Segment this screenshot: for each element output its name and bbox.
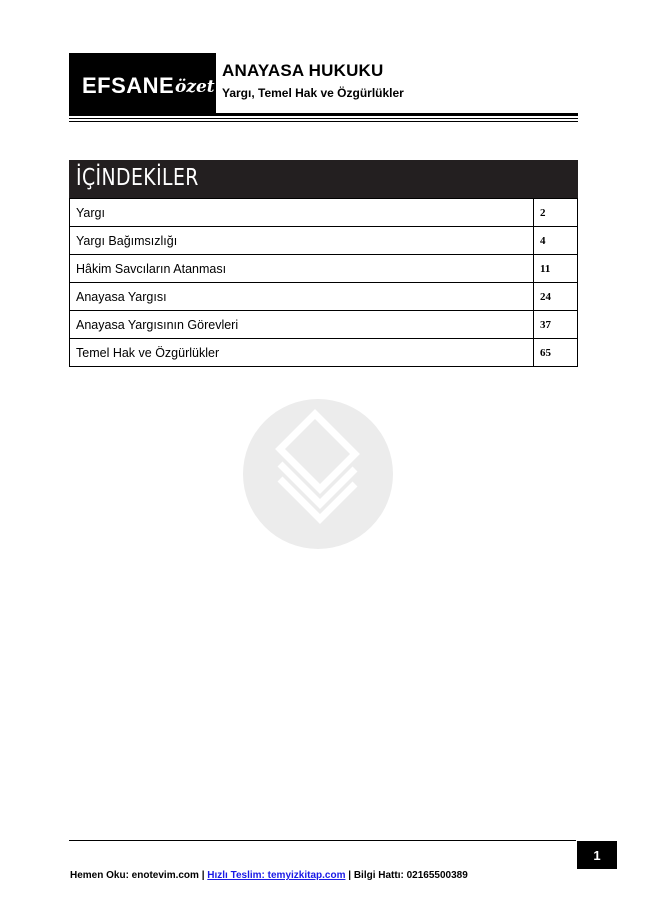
- toc-row[interactable]: [70, 227, 578, 255]
- toc-entry-page: 2: [534, 199, 578, 227]
- footer-link[interactable]: Hızlı Teslim: temyizkitap.com: [207, 870, 346, 881]
- toc-entry-title[interactable]: Anayasa Yargısı: [70, 283, 534, 311]
- book-title: ANAYASA HUKUKU: [222, 61, 384, 80]
- footer-rule: [69, 840, 576, 841]
- logo-wordmark: EFSANE: [82, 73, 175, 98]
- toc-row[interactable]: [70, 255, 578, 283]
- toc-entry-page: 65: [534, 339, 578, 367]
- toc-entry-page: 37: [534, 311, 578, 339]
- header-rule-thin: [69, 118, 578, 119]
- toc-entry-title[interactable]: Yargı: [70, 199, 534, 227]
- layers-icon: [243, 399, 393, 549]
- toc-table: [69, 198, 578, 367]
- footer-separator: |: [198, 870, 208, 881]
- toc-entry-page: 11: [534, 255, 578, 283]
- header-rule-thin: [69, 121, 578, 122]
- footer-text: [70, 870, 468, 881]
- toc-heading-text: İÇİNDEKİLER: [76, 165, 199, 191]
- toc-row[interactable]: [70, 311, 578, 339]
- footer-separator: |: [345, 870, 354, 881]
- toc-entry-title[interactable]: Anayasa Yargısının Görevleri: [70, 311, 534, 339]
- toc-entry-page: 24: [534, 283, 578, 311]
- brand-logo: [69, 53, 216, 113]
- footer-site: Hemen Oku: enotevim.com: [70, 870, 199, 881]
- toc-row[interactable]: [70, 199, 578, 227]
- book-subtitle: Yargı, Temel Hak ve Özgürlükler: [222, 86, 404, 100]
- page-number: 1: [577, 841, 617, 869]
- toc-row[interactable]: [70, 339, 578, 367]
- toc-heading: [69, 160, 578, 198]
- toc-entry-page: 4: [534, 227, 578, 255]
- toc-entry-title[interactable]: Temel Hak ve Özgürlükler: [70, 339, 534, 367]
- logo-script: özet: [175, 77, 215, 97]
- header-rule: [69, 113, 578, 116]
- footer-phone: Bilgi Hattı: 02165500389: [353, 870, 468, 881]
- toc-row[interactable]: [70, 283, 578, 311]
- toc-entry-title[interactable]: Hâkim Savcıların Atanması: [70, 255, 534, 283]
- toc-entry-title[interactable]: Yargı Bağımsızlığı: [70, 227, 534, 255]
